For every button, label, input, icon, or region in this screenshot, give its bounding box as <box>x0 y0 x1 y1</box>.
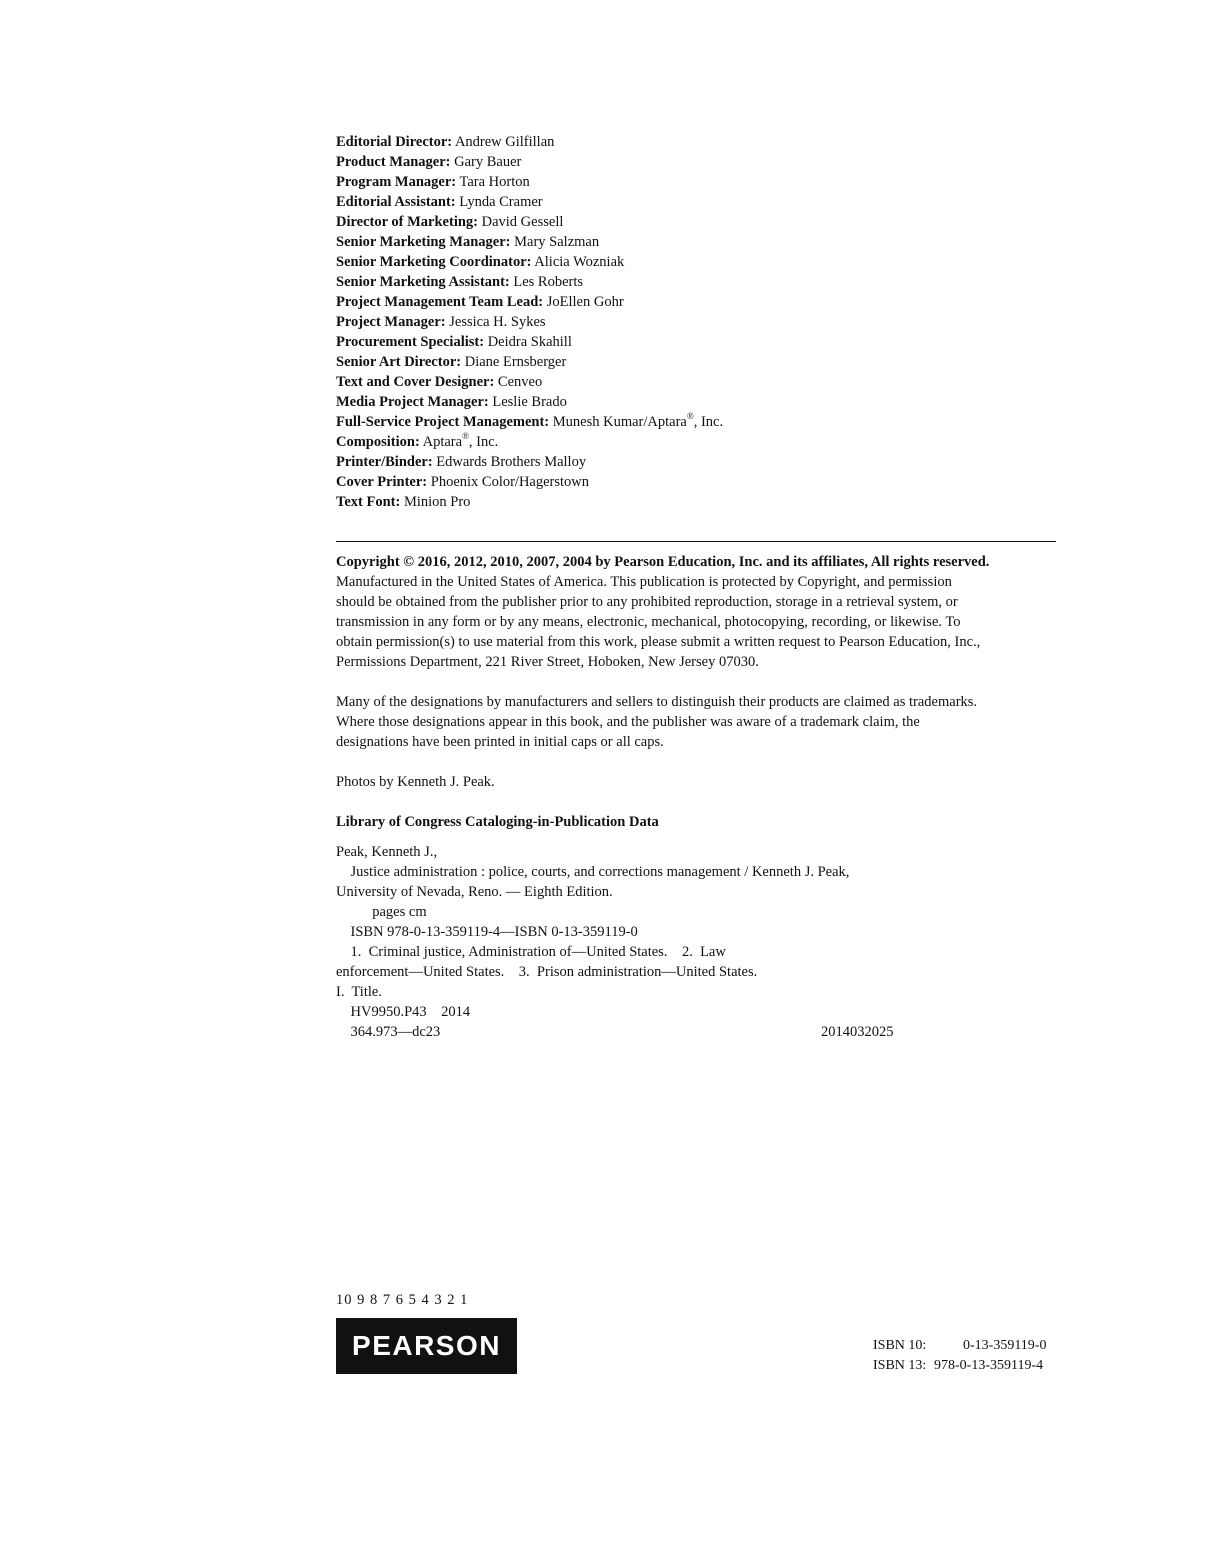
credit-value: Munesh Kumar/Aptara <box>552 414 687 430</box>
credit-line <box>336 212 1056 232</box>
cip-line: HV9950.P43 2014 <box>336 1004 471 1020</box>
credit-line <box>336 372 1056 392</box>
section-divider <box>336 541 1056 542</box>
isbn13-label: ISBN 13: <box>873 1358 927 1373</box>
credit-value: Deidra Skahill <box>487 334 572 350</box>
isbn13-value: 978-0-13-359119-4 <box>934 1358 1044 1373</box>
credit-label: Composition: <box>336 434 420 450</box>
credit-label: Director of Marketing: <box>336 214 478 230</box>
cip-line: Peak, Kenneth J., <box>336 844 438 860</box>
cip-heading: Library of Congress Cataloging-in-Publication Data <box>336 814 659 830</box>
cip-line: University of Nevada, Reno. — Eighth Edition. <box>336 884 613 900</box>
lccn-number: 2014032025 <box>821 1024 894 1040</box>
credit-line <box>336 232 1056 252</box>
spacer <box>336 752 1056 772</box>
copyright-heading: Copyright © 2016, 2012, 2010, 2007, 2004 by Pearson Education, Inc. and its affiliates, All rights reserved. <box>336 554 990 570</box>
credit-line <box>336 292 1056 312</box>
credit-value: Diane Ernsberger <box>464 354 567 370</box>
credit-label: Project Manager: <box>336 314 446 330</box>
credit-line <box>336 472 1056 492</box>
cip-line <box>336 1022 1056 1042</box>
credit-label: Program Manager: <box>336 174 457 190</box>
spacer <box>336 792 1056 812</box>
credit-value: Tara Horton <box>459 174 530 190</box>
credit-value: Minion Pro <box>403 494 471 510</box>
pearson-logo <box>336 1318 517 1374</box>
cip-line: Justice administration : police, courts, and corrections management / Kenneth J. Peak, <box>336 864 850 880</box>
credit-label: Text Font: <box>336 494 401 510</box>
credit-value: Phoenix Color/Hagerstown <box>430 474 590 490</box>
credit-value: Jessica H. Sykes <box>449 314 546 330</box>
credit-label: Product Manager: <box>336 154 451 170</box>
isbn13-line <box>873 1356 1056 1376</box>
credit-suffix: , Inc. <box>468 434 499 450</box>
credit-value: Andrew Gilfillan <box>454 134 555 150</box>
credit-value: Leslie Brado <box>492 394 567 410</box>
credit-value: Mary Salzman <box>514 234 600 250</box>
credit-line <box>336 252 1056 272</box>
credit-label: Text and Cover Designer: <box>336 374 495 390</box>
credit-value: David Gessell <box>481 214 564 230</box>
credit-line <box>336 132 1056 152</box>
credit-label: Project Management Team Lead: <box>336 294 544 310</box>
isbn10-line <box>873 1336 1056 1356</box>
logo-text: PEARSON <box>352 1330 501 1361</box>
registered-mark: ® <box>686 411 694 422</box>
credit-line <box>336 412 1056 432</box>
trademark-line: designations have been printed in initial caps or all caps. <box>336 734 664 750</box>
credit-label: Full-Service Project Management: <box>336 414 550 430</box>
isbn10-label: ISBN 10: <box>873 1338 927 1353</box>
credit-value: JoEllen Gohr <box>546 294 624 310</box>
credit-line <box>336 172 1056 192</box>
cip-line: ISBN 978-0-13-359119-4—ISBN 0-13-359119-0 <box>336 924 638 940</box>
copyright-block <box>336 552 1056 832</box>
photo-credit: Photos by Kenneth J. Peak. <box>336 774 495 790</box>
trademark-line: Where those designations appear in this book, and the publisher was aware of a trademark claim, the <box>336 714 920 730</box>
credit-value: Gary Bauer <box>454 154 522 170</box>
copyright-line: should be obtained from the publisher prior to any prohibited reproduction, storage in a retrieval system, or <box>336 594 958 610</box>
print-line: 10 9 8 7 6 5 4 3 2 1 <box>336 1292 469 1308</box>
credit-label: Cover Printer: <box>336 474 428 490</box>
credit-value: Lynda Cramer <box>459 194 543 210</box>
credit-line <box>336 352 1056 372</box>
credit-line <box>336 432 1056 452</box>
credit-value: Aptara <box>422 434 463 450</box>
credit-value: Les Roberts <box>513 274 584 290</box>
credit-label: Procurement Specialist: <box>336 334 485 350</box>
credit-line <box>336 152 1056 172</box>
isbn10-value: 0-13-359119-0 <box>963 1338 1047 1353</box>
trademark-line: Many of the designations by manufacturers and sellers to distinguish their products are claimed as trademarks. <box>336 694 978 710</box>
copyright-line: Manufactured in the United States of America. This publication is protected by Copyright, and permission <box>336 574 952 590</box>
credit-line <box>336 332 1056 352</box>
credit-label: Editorial Assistant: <box>336 194 456 210</box>
cip-line: I. Title. <box>336 984 382 1000</box>
registered-mark: ® <box>462 431 469 442</box>
isbn-block <box>873 1336 1056 1376</box>
credit-label: Senior Marketing Coordinator: <box>336 254 532 270</box>
credit-label: Senior Marketing Manager: <box>336 234 511 250</box>
copyright-line: Permissions Department, 221 River Street, Hoboken, New Jersey 07030. <box>336 654 759 670</box>
cip-data <box>336 842 1056 1042</box>
cip-line: 1. Criminal justice, Administration of—United States. 2. Law <box>336 944 726 960</box>
credit-label: Senior Art Director: <box>336 354 462 370</box>
cip-classification: 364.973—dc23 <box>336 1024 441 1040</box>
credit-line <box>336 492 1056 512</box>
credit-label: Senior Marketing Assistant: <box>336 274 510 290</box>
credit-value: Edwards Brothers Malloy <box>436 454 587 470</box>
cip-line: enforcement—United States. 3. Prison administration—United States. <box>336 964 758 980</box>
credit-line <box>336 312 1056 332</box>
credit-label: Printer/Binder: <box>336 454 433 470</box>
credit-label: Editorial Director: <box>336 134 453 150</box>
credit-line <box>336 272 1056 292</box>
credit-line <box>336 192 1056 212</box>
credit-value: Cenveo <box>497 374 543 390</box>
credit-value: Alicia Wozniak <box>534 254 625 270</box>
credit-label: Media Project Manager: <box>336 394 489 410</box>
credit-line <box>336 452 1056 472</box>
credit-line <box>336 392 1056 412</box>
spacer <box>336 672 1056 692</box>
copyright-line: transmission in any form or by any means, electronic, mechanical, photocopying, recording, or likewise. To <box>336 614 961 630</box>
cip-line: pages cm <box>336 904 427 920</box>
credit-suffix: , Inc. <box>693 414 724 430</box>
credits-list <box>336 132 1056 512</box>
copyright-line: obtain permission(s) to use material from this work, please submit a written request to Pearson Education, Inc., <box>336 634 981 650</box>
